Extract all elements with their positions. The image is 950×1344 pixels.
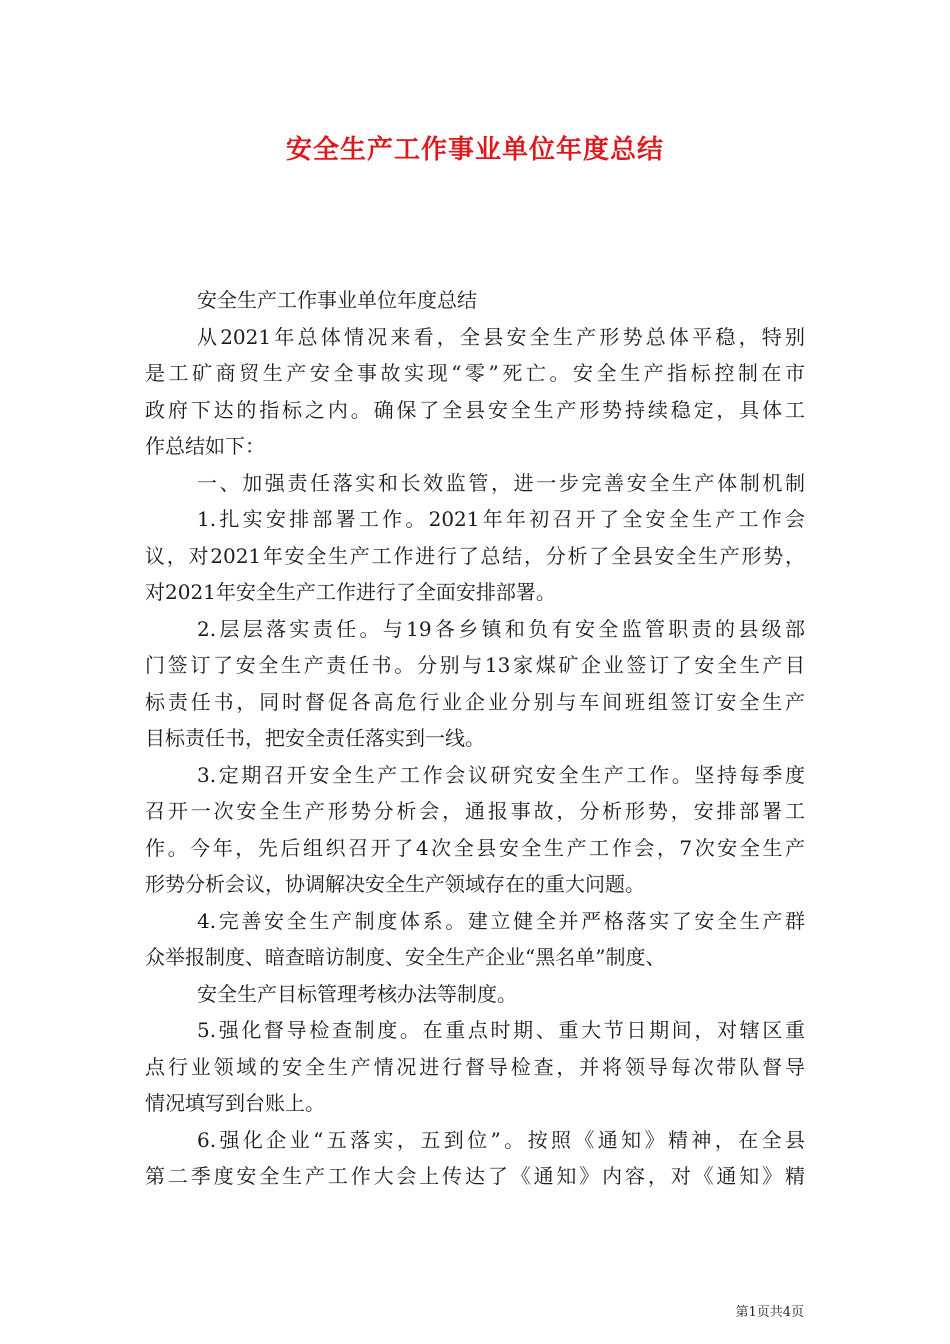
text-line: 1.扎实安排部署工作。2021年年初召开了全安全生产工作会 xyxy=(197,507,805,531)
text-line: 议，对2021年安全生产工作进行了总结，分析了全县安全生产形势， xyxy=(145,543,805,568)
text-line: 5.强化督导检查制度。在重点时期、重大节日期间，对辖区重 xyxy=(197,1018,805,1042)
text-line: 作总结如下： xyxy=(145,434,265,458)
document-title: 安全生产工作事业单位年度总结 xyxy=(285,135,664,165)
page-number: 第1页共4页 xyxy=(735,1305,804,1320)
text-line: 2.层层落实责任。与19各乡镇和负有安全监管职责的县级部 xyxy=(197,616,805,641)
text-line: 4.完善安全生产制度体系。建立健全并严格落实了安全生产群 xyxy=(197,908,805,933)
text-line: 标责任书，同时督促各高危行业企业分别与车间班组签订安全生产 xyxy=(145,689,805,714)
text-line: 情况填写到台账上。 xyxy=(145,1091,325,1115)
document-body xyxy=(145,282,805,1195)
text-line: 3.定期召开安全生产工作会议研究安全生产工作。坚持每季度 xyxy=(197,762,805,787)
text-line: 作。今年，先后组织召开了4次全县安全生产工作会，7次安全生产 xyxy=(145,835,805,860)
text-line: 门签订了安全生产责任书。分别与13家煤矿企业签订了安全生产目 xyxy=(145,653,805,677)
text-line: 众举报制度、暗查暗访制度、安全生产企业“黑名单”制度、 xyxy=(145,945,666,969)
text-line: 6.强化企业“五落实，五到位”。按照《通知》精神，在全县 xyxy=(197,1127,805,1152)
text-line: 安全生产工作事业单位年度总结 xyxy=(197,288,477,312)
text-line: 政府下达的指标之内。确保了全县安全生产形势持续稳定，具体工 xyxy=(145,397,805,422)
text-line: 形势分析会议，协调解决安全生产领域存在的重大问题。 xyxy=(145,872,645,896)
text-line: 一、加强责任落实和长效监管，进一步完善安全生产体制机制 xyxy=(197,470,805,495)
text-line: 第二季度安全生产工作大会上传达了《通知》内容，对《通知》精 xyxy=(145,1164,805,1188)
text-line: 是工矿商贸生产安全事故实现“零”死亡。安全生产指标控制在市 xyxy=(145,361,805,385)
text-line: 对2021年安全生产工作进行了全面安排部署。 xyxy=(145,580,556,604)
text-line: 从2021年总体情况来看，全县安全生产形势总体平稳，特别 xyxy=(197,324,805,349)
text-line: 目标责任书，把安全责任落实到一线。 xyxy=(145,726,485,750)
text-line: 召开一次安全生产形势分析会，通报事故，分析形势，安排部署工 xyxy=(145,799,805,823)
text-line: 点行业领域的安全生产情况进行督导检查，并将领导每次带队督导 xyxy=(145,1054,805,1079)
text-line: 安全生产目标管理考核办法等制度。 xyxy=(197,981,517,1006)
